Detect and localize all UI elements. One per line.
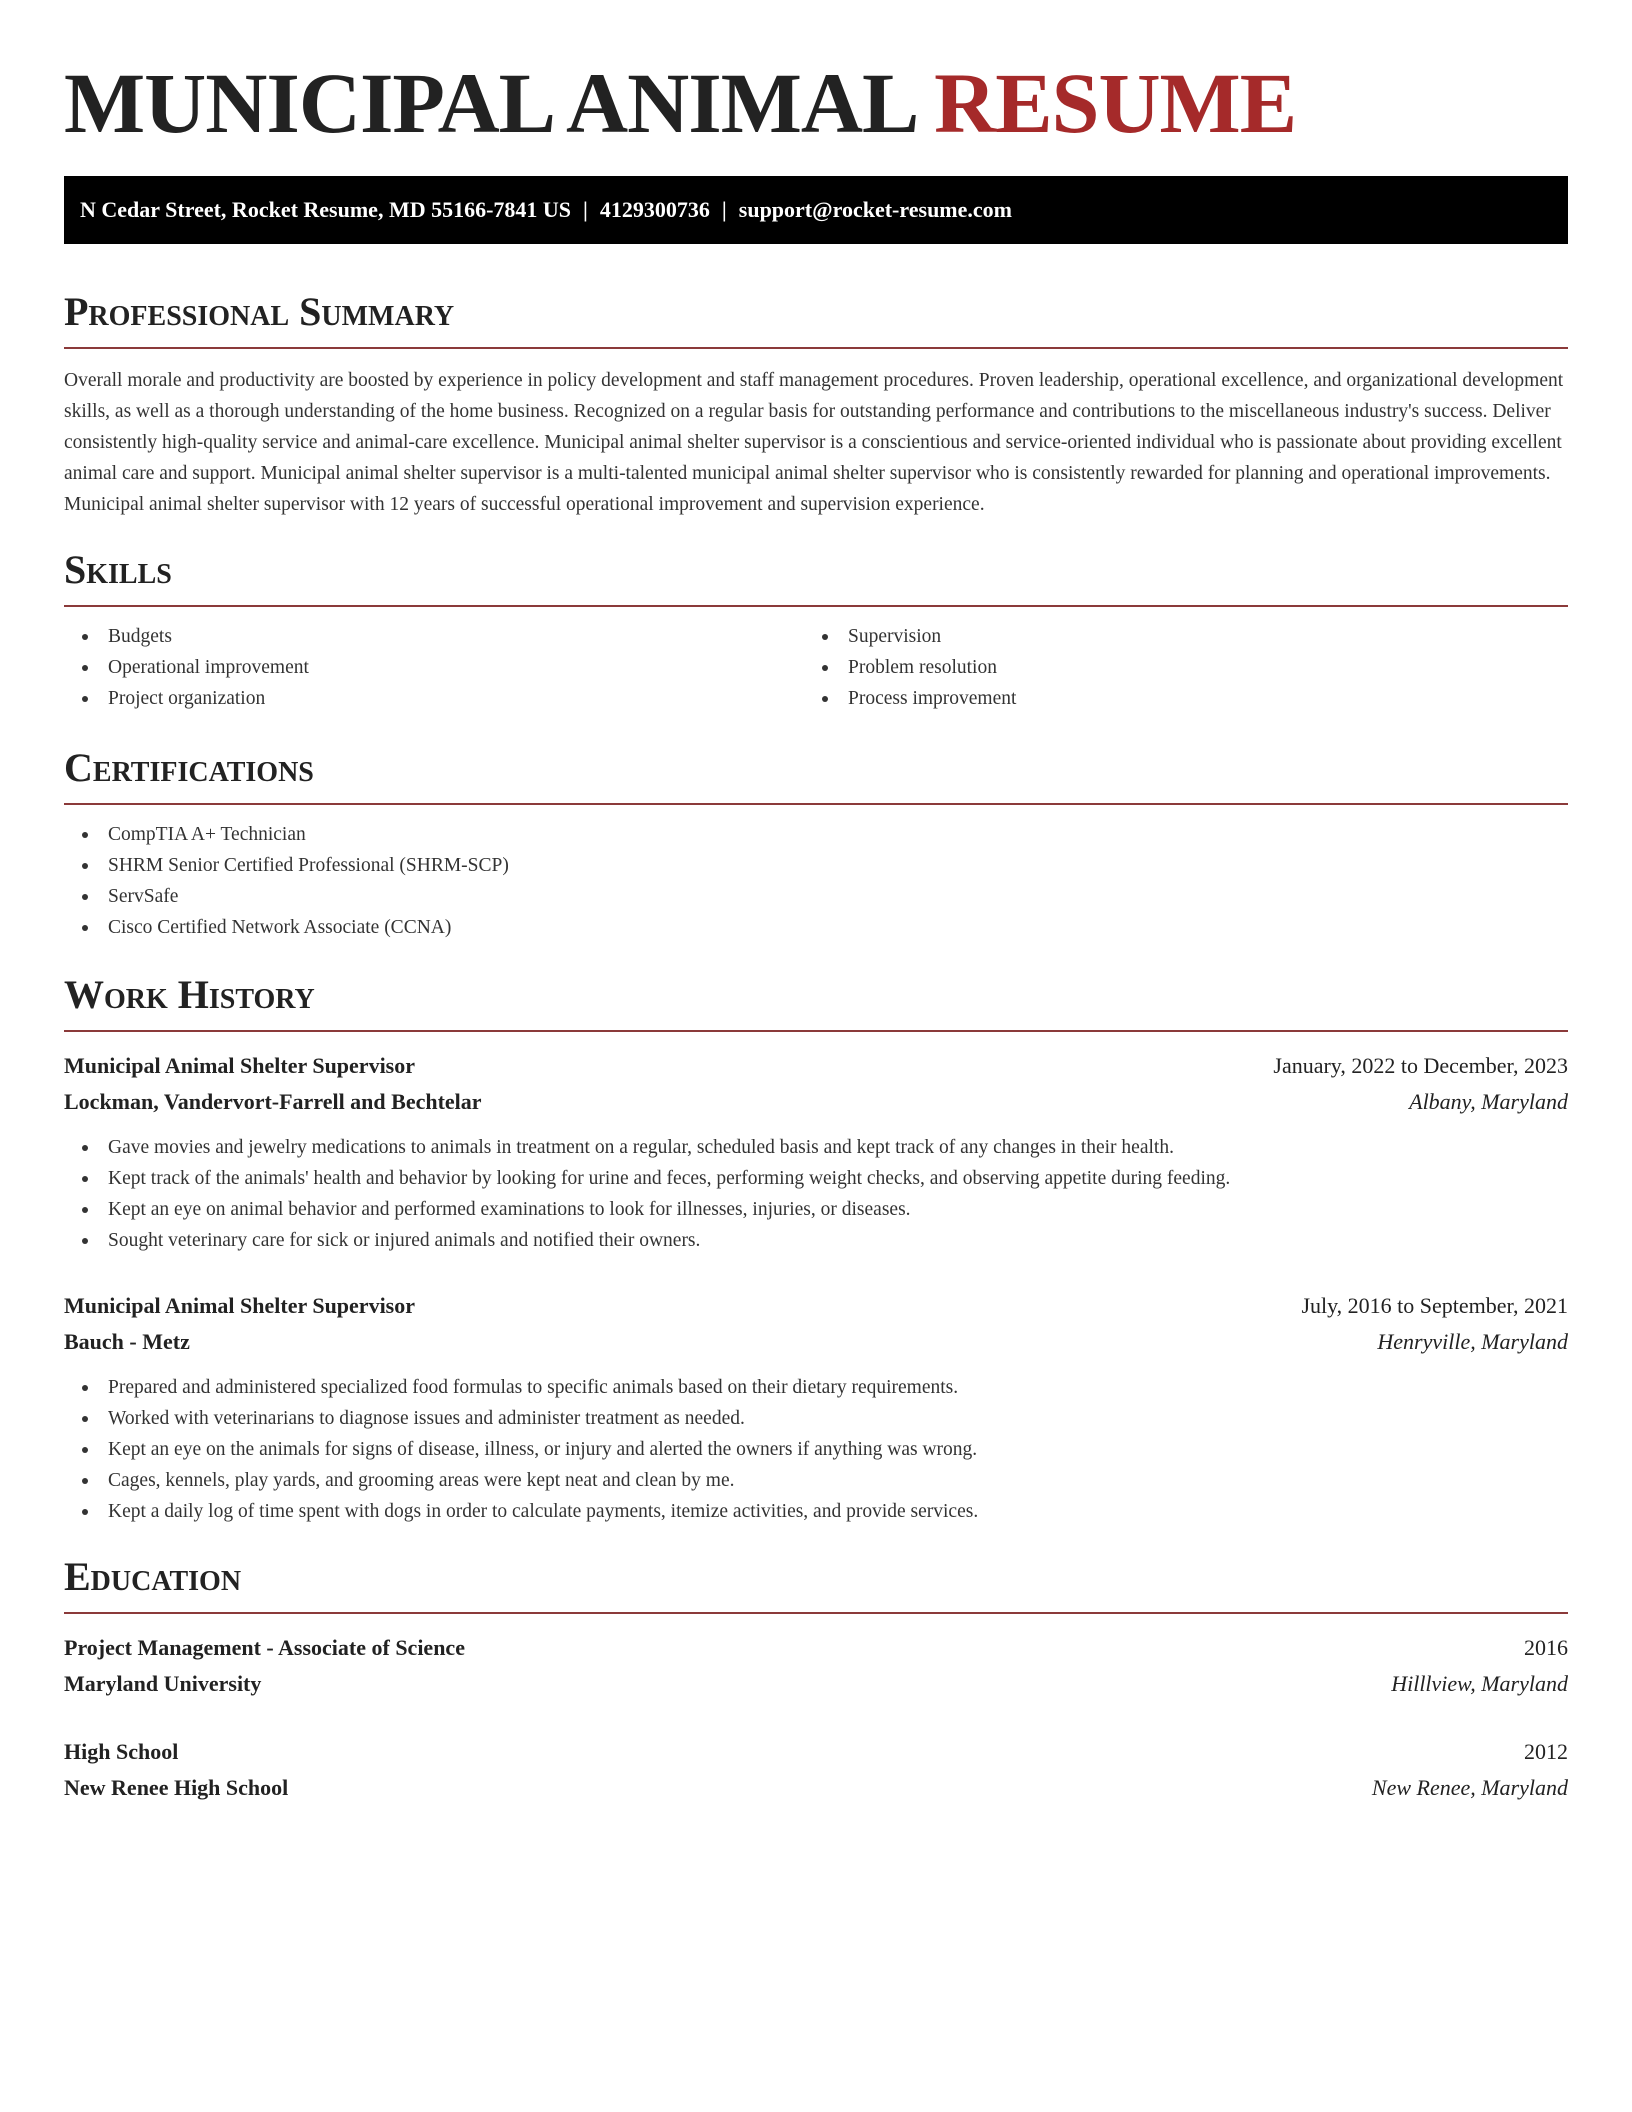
skill-item: Problem resolution bbox=[804, 652, 1544, 683]
education-entry-subheader bbox=[64, 1770, 1568, 1806]
job-duty: Kept an eye on animal behavior and performed examinations to look for illnesses, injuries, or diseases. bbox=[64, 1194, 1568, 1225]
work-entry-subheader bbox=[64, 1084, 1568, 1120]
contact-separator: | bbox=[583, 197, 588, 222]
contact-bar bbox=[64, 176, 1568, 244]
education-entry-header bbox=[64, 1630, 1568, 1666]
resume-title-main: MUNICIPAL ANIMAL bbox=[64, 55, 914, 151]
skill-item: Budgets bbox=[64, 621, 804, 652]
contact-phone: 4129300736 bbox=[599, 197, 710, 222]
contact-address: N Cedar Street, Rocket Resume, MD 55166-7841 US bbox=[80, 197, 572, 222]
job-duty: Prepared and administered specialized food formulas to specific animals based on their dietary requirements. bbox=[64, 1372, 1568, 1403]
professional-summary-text: Overall morale and productivity are boosted by experience in policy development and staff management procedures. Proven leadership, operational excellence, and organizational development skills, as well as a thorough understanding of the home business. Recognized on a regular basis for outstanding performance and contributions to the miscellaneous industry's success. Deliver consistently high-quality service and animal-care excellence. Municipal animal shelter supervisor is a conscientious and service-oriented individual who is passionate about providing excellent animal care and support. Municipal animal shelter supervisor is a multi-talented municipal animal shelter supervisor who is consistently rewarded for planning and operational improvements. Municipal animal shelter supervisor with 12 years of successful operational improvement and supervision experience. bbox=[64, 370, 1564, 515]
job-duties-list bbox=[64, 1132, 1568, 1256]
job-duty: Sought veterinary care for sick or injured animals and notified their owners. bbox=[64, 1225, 1568, 1256]
resume-page bbox=[64, 0, 1568, 1806]
work-entry bbox=[64, 1288, 1568, 1527]
job-duties-list bbox=[64, 1372, 1568, 1527]
job-company: Lockman, Vandervort-Farrell and Bechtelar bbox=[64, 1089, 482, 1114]
section-title-skills: Skills bbox=[64, 546, 1568, 607]
job-duty: Kept an eye on the animals for signs of disease, illness, or injury and alerted the owners if anything was wrong. bbox=[64, 1434, 1568, 1465]
work-entry bbox=[64, 1048, 1568, 1256]
job-dates: July, 2016 to September, 2021 bbox=[1301, 1293, 1568, 1318]
education-entry-header bbox=[64, 1734, 1568, 1770]
work-entry-subheader bbox=[64, 1324, 1568, 1360]
section-title-professional-summary: Professional Summary bbox=[64, 288, 1568, 349]
job-duty: Cages, kennels, play yards, and grooming areas were kept neat and clean by me. bbox=[64, 1465, 1568, 1496]
certification-item: SHRM Senior Certified Professional (SHRM-SCP) bbox=[64, 850, 1568, 881]
certification-item: ServSafe bbox=[64, 881, 1568, 912]
section-title-work-history: Work History bbox=[64, 971, 1568, 1032]
skill-item: Project organization bbox=[64, 683, 804, 714]
job-duty: Gave movies and jewelry medications to animals in treatment on a regular, scheduled basis and kept track of any changes in their health. bbox=[64, 1132, 1568, 1163]
education-school: Maryland University bbox=[64, 1671, 262, 1696]
education-year: 2016 bbox=[1524, 1635, 1568, 1660]
education-degree: High School bbox=[64, 1739, 179, 1764]
skills-list bbox=[64, 621, 1568, 714]
job-duty: Worked with veterinarians to diagnose issues and administer treatment as needed. bbox=[64, 1403, 1568, 1434]
education-year: 2012 bbox=[1524, 1739, 1568, 1764]
skill-item: Operational improvement bbox=[64, 652, 804, 683]
education-location: New Renee, Maryland bbox=[1371, 1775, 1568, 1800]
education-entry bbox=[64, 1630, 1568, 1702]
job-location: Albany, Maryland bbox=[1409, 1089, 1568, 1114]
certification-item: CompTIA A+ Technician bbox=[64, 819, 1568, 850]
section-title-certifications: Certifications bbox=[64, 744, 1568, 805]
job-role: Municipal Animal Shelter Supervisor bbox=[64, 1293, 416, 1318]
skills-column-right bbox=[804, 621, 1544, 714]
work-entry-header bbox=[64, 1048, 1568, 1084]
job-duty: Kept track of the animals' health and behavior by looking for urine and feces, performing weight checks, and observing appetite during feeding. bbox=[64, 1163, 1568, 1194]
education-school: New Renee High School bbox=[64, 1775, 289, 1800]
job-role: Municipal Animal Shelter Supervisor bbox=[64, 1053, 416, 1078]
job-location: Henryville, Maryland bbox=[1377, 1329, 1568, 1354]
education-entry bbox=[64, 1734, 1568, 1806]
certifications-list bbox=[64, 819, 1568, 943]
certification-item: Cisco Certified Network Associate (CCNA) bbox=[64, 912, 1568, 943]
contact-email: support@rocket-resume.com bbox=[738, 197, 1012, 222]
education-entry-subheader bbox=[64, 1666, 1568, 1702]
work-entry-header bbox=[64, 1288, 1568, 1324]
job-duty: Kept a daily log of time spent with dogs in order to calculate payments, itemize activities, and provide services. bbox=[64, 1496, 1568, 1527]
resume-title bbox=[64, 55, 1568, 151]
skills-column-left bbox=[64, 621, 804, 714]
resume-title-accent: RESUME bbox=[934, 55, 1297, 151]
job-company: Bauch - Metz bbox=[64, 1329, 190, 1354]
job-dates: January, 2022 to December, 2023 bbox=[1273, 1053, 1568, 1078]
skill-item: Supervision bbox=[804, 621, 1544, 652]
section-title-education: Education bbox=[64, 1553, 1568, 1614]
skill-item: Process improvement bbox=[804, 683, 1544, 714]
contact-separator: | bbox=[721, 197, 727, 222]
education-degree: Project Management - Associate of Science bbox=[64, 1635, 465, 1660]
education-location: Hilllview, Maryland bbox=[1391, 1671, 1568, 1696]
